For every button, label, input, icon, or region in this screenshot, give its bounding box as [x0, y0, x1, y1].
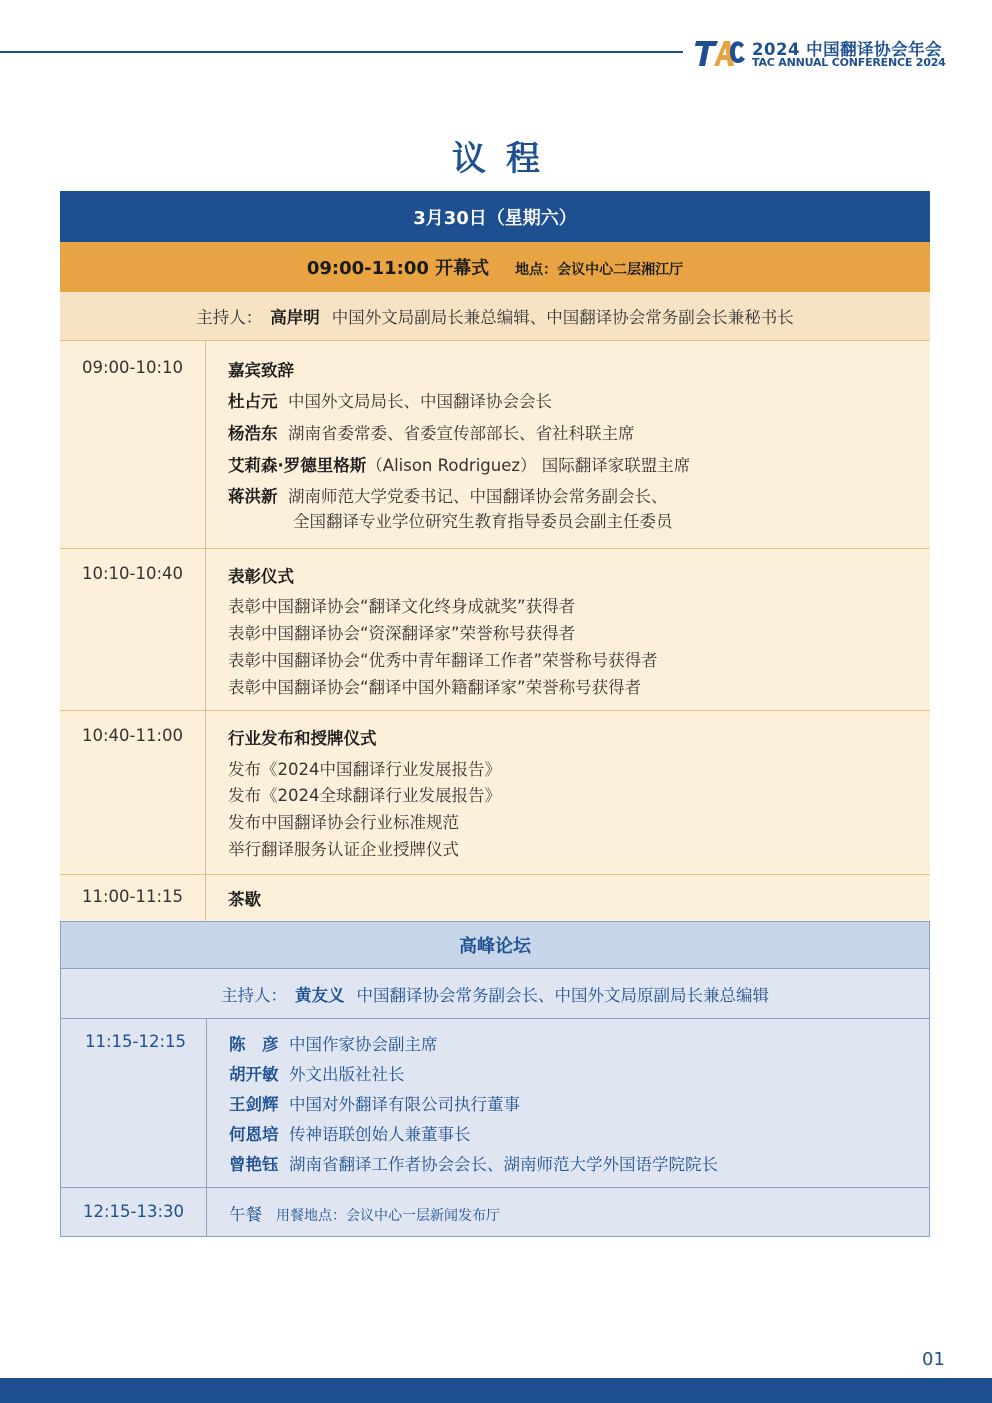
host-role: 中国翻译协会常务副会长、中国外文局原副局长兼总编辑 [356, 985, 769, 1005]
list-item [228, 388, 930, 420]
table-row [60, 875, 930, 921]
list-item: 发布中国翻译协会行业标准规范 [228, 813, 459, 832]
page-number: 01 [922, 1349, 945, 1370]
list-item [229, 1031, 929, 1061]
host-label: 主持人： [196, 308, 263, 327]
speaker-role-continued: 全国翻译专业学位研究生教育指导委员会副主任委员 [293, 512, 673, 531]
lunch-location: 用餐地点：会议中心一层新闻发布厅 [276, 1208, 500, 1224]
speaker-name: 蒋洪新 [228, 487, 278, 506]
list-item: 发布《2024全球翻译行业发展报告》 [228, 786, 501, 805]
host-label: 主持人： [221, 985, 287, 1005]
table-row [60, 341, 930, 549]
speaker-name: 陈 彦 [229, 1035, 279, 1054]
opening-session-time: 09:00-11:00 开幕式 [306, 258, 490, 279]
speaker-name: 杨浩东 [228, 424, 278, 443]
logo-title-cn: 2024 中国翻译协会年会 [752, 40, 943, 59]
host-role: 中国外文局副局长兼总编辑、中国翻译协会常务副会长兼秘书长 [331, 308, 794, 327]
segment-heading: 表彰仪式 [228, 567, 294, 586]
opening-host-row [60, 292, 930, 341]
segment-content [207, 1188, 929, 1236]
date-header: 3月30日（星期六） [60, 191, 930, 242]
segment-content [207, 1019, 929, 1187]
header-rule [0, 51, 683, 53]
host-name: 黄友义 [295, 985, 345, 1005]
segment-content [206, 341, 930, 548]
speaker-name: 王剑辉 [229, 1095, 279, 1114]
tac-logo-icon [694, 36, 746, 70]
speaker-role: 湖南师范大学党委书记、中国翻译协会常务副会长、 [288, 487, 668, 506]
segment-heading: 嘉宾致辞 [228, 361, 294, 380]
segment-time: 09:00-10:10 [60, 341, 206, 548]
table-row [60, 549, 930, 711]
host-name: 高岸明 [270, 308, 320, 327]
list-item [229, 1061, 929, 1091]
speaker-role: 传神语联创始人兼董事长 [289, 1125, 471, 1144]
segment-heading: 茶歇 [228, 890, 261, 909]
list-item: 表彰中国翻译协会“优秀中青年翻译工作者”荣誉称号获得者 [228, 651, 658, 670]
list-item: 表彰中国翻译协会“翻译中国外籍翻译家”荣誉称号获得者 [228, 678, 642, 697]
speaker-role: 湖南省委常委、省委宣传部部长、省社科联主席 [288, 424, 635, 443]
speaker-role: 中国作家协会副主席 [289, 1035, 438, 1054]
forum-header: 高峰论坛 [60, 921, 930, 968]
table-row [60, 711, 930, 875]
speaker-name: 何恩培 [229, 1125, 279, 1144]
list-item [228, 420, 930, 452]
segment-heading: 行业发布和授牌仪式 [228, 729, 377, 748]
list-item [229, 1151, 929, 1175]
list-item [228, 483, 930, 508]
table-row [61, 1187, 929, 1236]
segment-time: 11:00-11:15 [60, 875, 206, 921]
speaker-role: 中国外文局局长、中国翻译协会会长 [288, 392, 552, 411]
list-item: 举行翻译服务认证企业授牌仪式 [228, 840, 459, 859]
speaker-role: （Alison Rodriguez） 国际翻译家联盟主席 [366, 456, 691, 475]
segment-content [206, 549, 930, 710]
speaker-name: 杜占元 [228, 392, 278, 411]
opening-session-header [60, 242, 930, 292]
logo-title-en: TAC ANNUAL CONFERENCE 2024 [752, 56, 946, 69]
list-item [229, 1091, 929, 1121]
segment-time: 10:10-10:40 [60, 549, 206, 710]
list-item [228, 452, 930, 483]
segment-content [206, 875, 930, 921]
agenda-table [60, 191, 930, 1237]
list-item [229, 1121, 929, 1151]
speaker-name: 胡开敏 [229, 1065, 279, 1084]
speaker-role: 中国对外翻译有限公司执行董事 [289, 1095, 520, 1114]
list-item: 发布《2024中国翻译行业发展报告》 [228, 760, 501, 779]
conference-logo [694, 34, 964, 74]
segment-time: 12:15-13:30 [61, 1188, 207, 1236]
segment-heading: 午餐 [229, 1205, 262, 1224]
speaker-name: 曾艳钰 [229, 1155, 279, 1174]
opening-segments [60, 341, 930, 921]
forum-segments [60, 1018, 930, 1237]
speaker-role: 湖南省翻译工作者协会会长、湖南师范大学外国语学院院长 [289, 1155, 718, 1174]
table-row [61, 1019, 929, 1187]
segment-time: 11:15-12:15 [61, 1019, 207, 1187]
segment-time: 10:40-11:00 [60, 711, 206, 874]
segment-content [206, 711, 930, 874]
speaker-name: 艾莉森·罗德里格斯 [228, 456, 367, 475]
opening-location: 地点：会议中心二层湘江厅 [515, 261, 684, 278]
list-item: 表彰中国翻译协会“资深翻译家”荣誉称号获得者 [228, 624, 576, 643]
forum-host-row [60, 968, 930, 1018]
footer-bar [0, 1378, 992, 1403]
page-title: 议程 [452, 139, 560, 179]
list-item: 表彰中国翻译协会“翻译文化终身成就奖”获得者 [228, 597, 576, 616]
speaker-role: 外文出版社社长 [289, 1065, 405, 1084]
